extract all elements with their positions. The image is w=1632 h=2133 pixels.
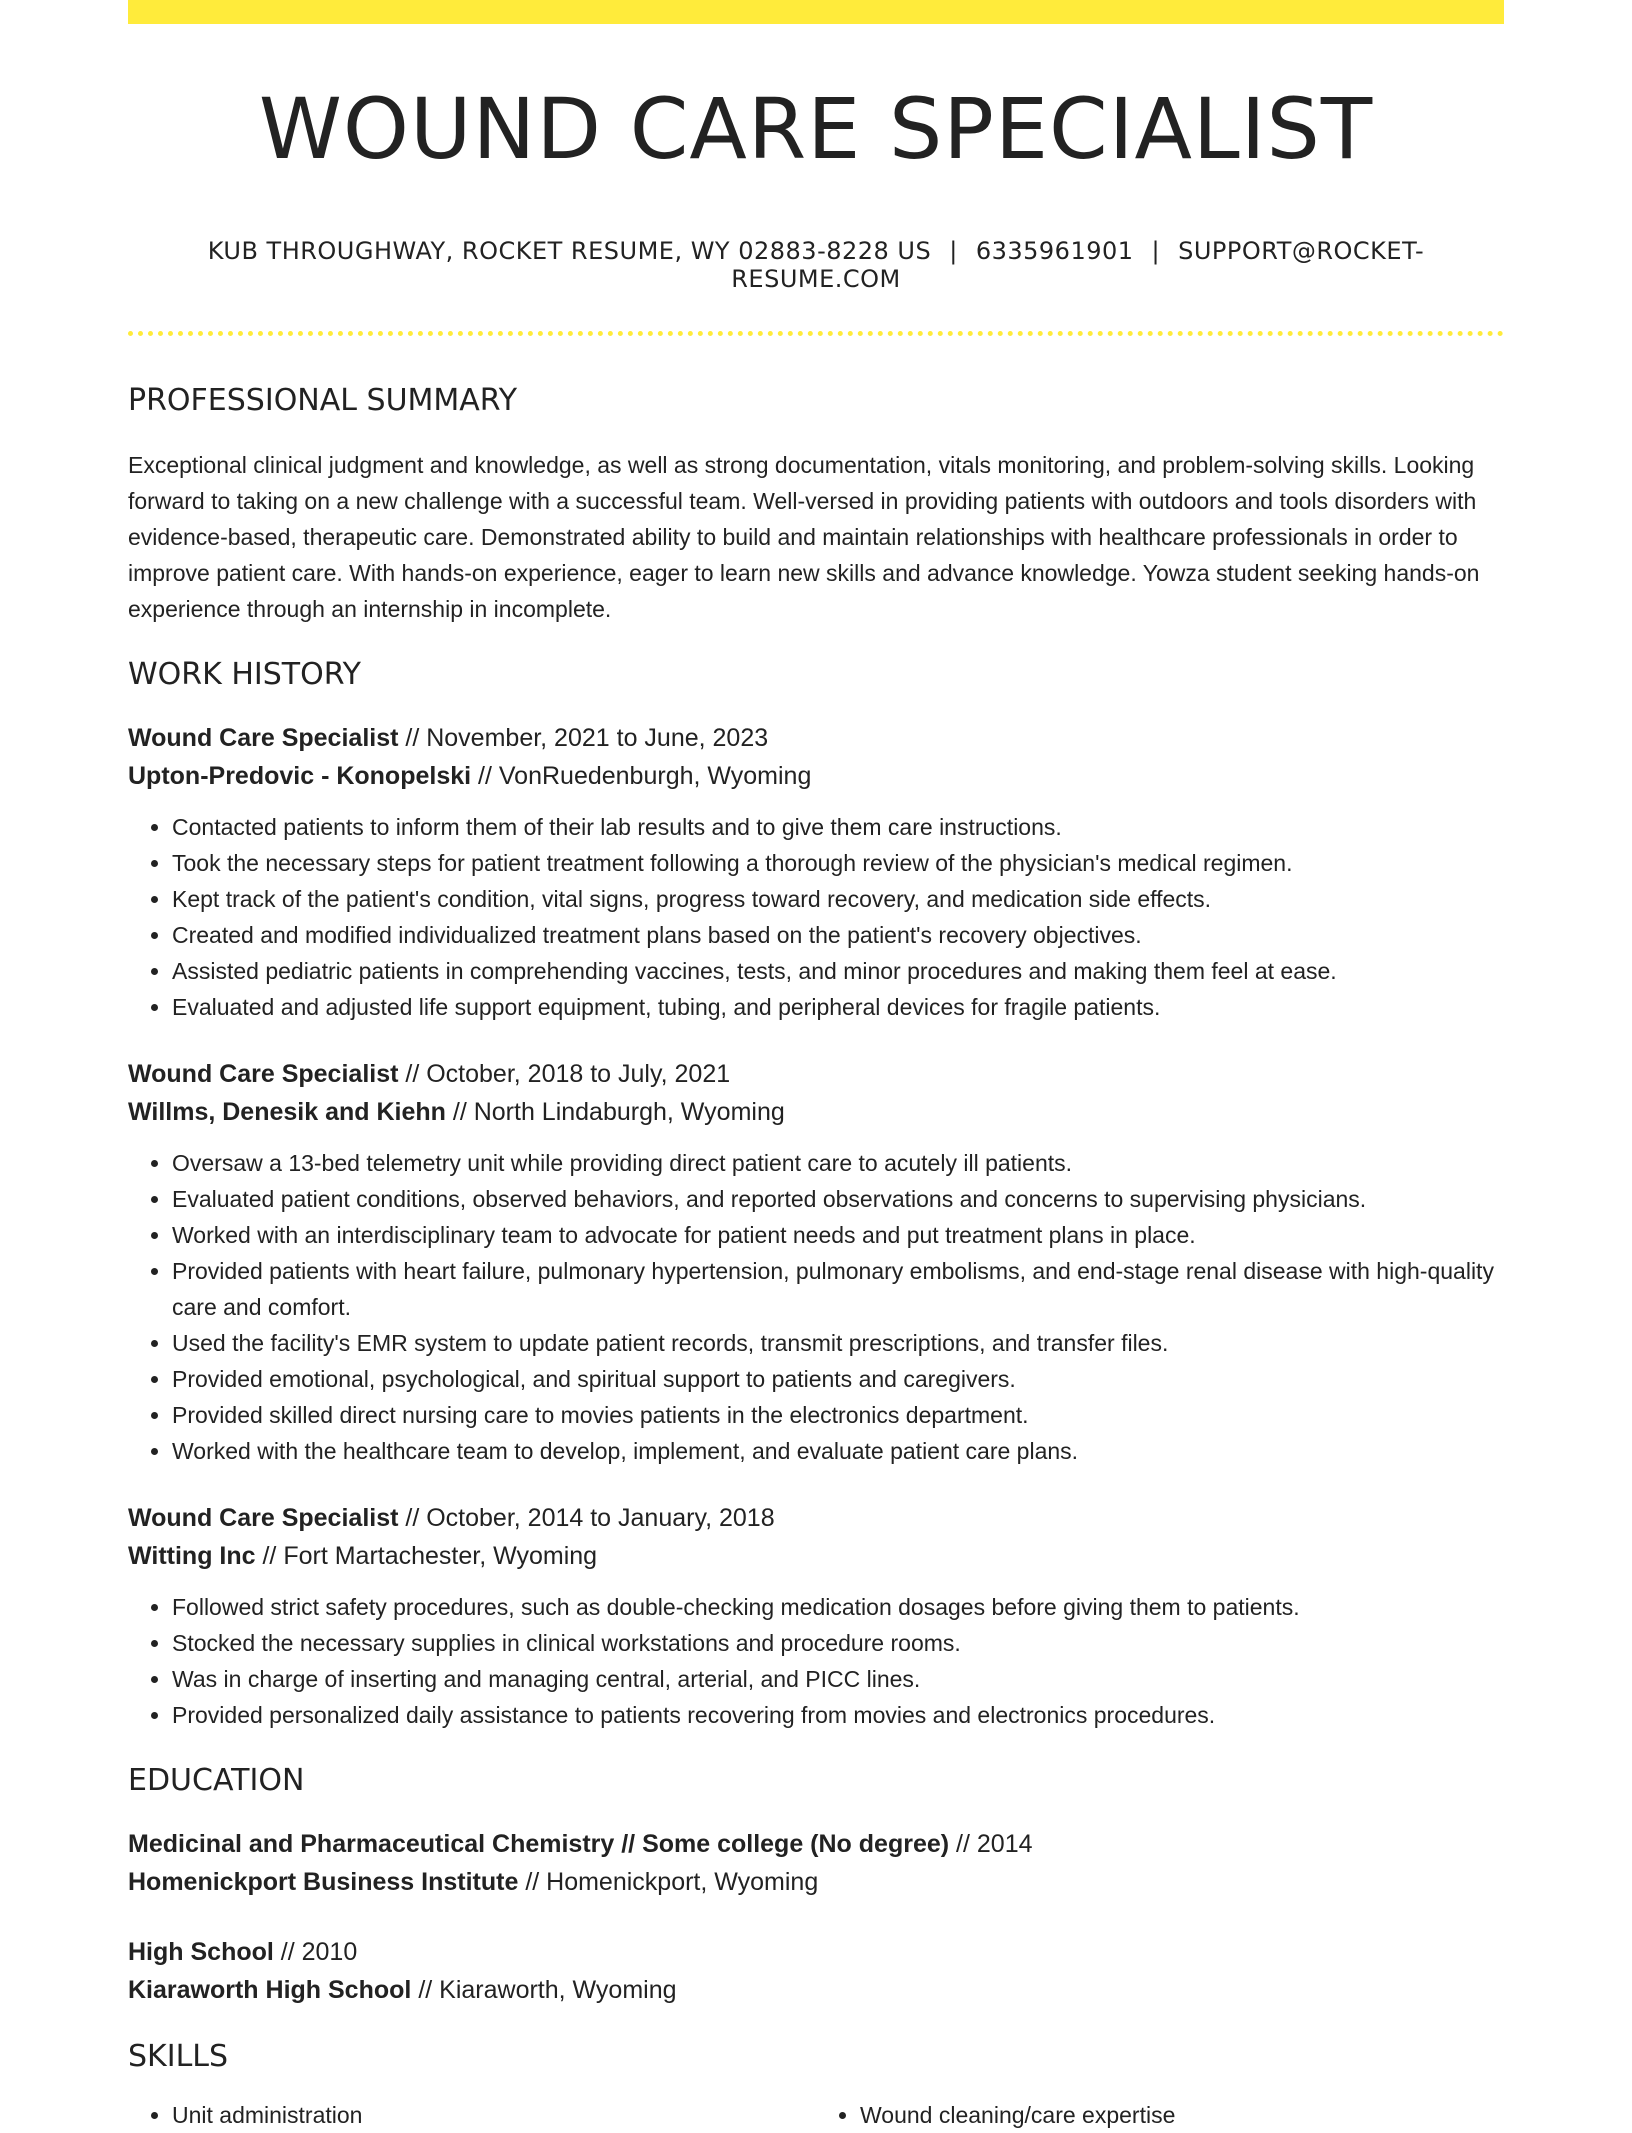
education-section <box>128 1763 1504 2009</box>
job-title: Wound Care Specialist <box>128 724 399 753</box>
job-title-line <box>128 1499 1504 1537</box>
list-item: • Was in charge of inserting and managing central, arterial, and PICC lines. <box>172 1661 1504 1697</box>
list-item: • Provided emotional, psychological, and spiritual support to patients and caregivers. <box>172 1361 1504 1397</box>
education-entry <box>128 1825 1504 1901</box>
list-item: • Assisted pediatric patients in comprehending vaccines, tests, and minor procedures and making them feel at ease. <box>172 953 1504 989</box>
degree: Medicinal and Pharmaceutical Chemistry // Some college (No degree) <box>128 1830 950 1859</box>
work-history-section <box>128 657 1504 1733</box>
contact-address: KUB THROUGHWAY, ROCKET RESUME, WY 02883-8228 US <box>207 237 932 266</box>
job-title: Wound Care Specialist <box>128 1504 399 1533</box>
job-company: Upton-Predovic - Konopelski <box>128 762 472 791</box>
job-bullets <box>128 1589 1504 1733</box>
header-divider <box>128 331 1504 336</box>
degree-year: // 2014 <box>956 1830 1033 1859</box>
job-entry <box>128 719 1504 1025</box>
work-history-heading: WORK HISTORY <box>128 657 361 693</box>
school: Homenickport Business Institute <box>128 1868 519 1897</box>
list-item: • Took the necessary steps for patient treatment following a thorough review of the physician's medical regimen. <box>172 845 1504 881</box>
job-title: Wound Care Specialist <box>128 1060 399 1089</box>
summary-heading: PROFESSIONAL SUMMARY <box>128 383 518 419</box>
list-item: • Evaluated and adjusted life support equipment, tubing, and peripheral devices for fragile patients. <box>172 989 1504 1025</box>
job-company: Willms, Denesik and Kiehn <box>128 1098 446 1127</box>
job-company-line <box>128 1093 1504 1131</box>
skills-column-right <box>816 2097 1504 2133</box>
job-title-line <box>128 719 1504 757</box>
school-location: // Homenickport, Wyoming <box>525 1868 819 1897</box>
list-item: • Stocked the necessary supplies in clinical workstations and procedure rooms. <box>172 1625 1504 1661</box>
school-line <box>128 1971 1504 2009</box>
contact-phone: 6335961901 <box>975 237 1134 266</box>
job-company: Witting Inc <box>128 1542 256 1571</box>
job-entry <box>128 1499 1504 1733</box>
list-item: • Contacted patients to inform them of their lab results and to give them care instructions. <box>172 809 1504 845</box>
summary-section <box>128 383 1504 627</box>
school-line <box>128 1863 1504 1901</box>
contact-line <box>128 237 1504 293</box>
job-location: // VonRuedenburgh, Wyoming <box>478 762 812 791</box>
list-item: • Evaluated patient conditions, observed behaviors, and reported observations and concerns to supervising physicians. <box>172 1181 1504 1217</box>
list-item: • Kept track of the patient's condition, vital signs, progress toward recovery, and medication side effects. <box>172 881 1504 917</box>
job-dates: // October, 2014 to January, 2018 <box>405 1504 775 1533</box>
degree-year: // 2010 <box>280 1938 358 1967</box>
list-item: • Provided patients with heart failure, pulmonary hypertension, pulmonary embolisms, and end-stage renal disease with high-quality care and comfort. <box>172 1253 1504 1325</box>
list-item: • Created and modified individualized treatment plans based on the patient's recovery objectives. <box>172 917 1504 953</box>
list-item: • Followed strict safety procedures, such as double-checking medication dosages before giving them to patients. <box>172 1589 1504 1625</box>
list-item: • Oversaw a 13-bed telemetry unit while providing direct patient care to acutely ill patients. <box>172 1145 1504 1181</box>
top-accent-bar <box>128 0 1504 24</box>
contact-separator: | <box>949 237 958 266</box>
skills-section <box>128 2039 1504 2133</box>
education-entry <box>128 1933 1504 2009</box>
skills-columns <box>128 2097 1504 2133</box>
skills-heading: SKILLS <box>128 2039 229 2075</box>
list-item: • Unit administration <box>172 2097 816 2133</box>
degree-line <box>128 1825 1504 1863</box>
list-item: • Wound cleaning/care expertise <box>860 2097 1504 2133</box>
list-item: • Provided personalized daily assistance to patients recovering from movies and electronics procedures. <box>172 1697 1504 1733</box>
summary-text: Exceptional clinical judgment and knowledge, as well as strong documentation, vitals monitoring, and problem-solving skills. Looking forward to taking on a new challenge with a successful team. Well-versed in providing patients with outdoors and tools disorders with evidence-based, therapeutic care. Demonstrated ability to build and maintain relationships with healthcare professionals in order to improve patient care. With hands-on experience, eager to learn new skills and advance knowledge. Yowza student seeking hands-on experience through an internship in incomplete. <box>128 452 1480 623</box>
job-dates: // October, 2018 to July, 2021 <box>405 1060 731 1089</box>
degree: High School <box>128 1938 274 1967</box>
job-dates: // November, 2021 to June, 2023 <box>405 724 769 753</box>
school-location: // Kiaraworth, Wyoming <box>418 1976 677 2005</box>
degree-line <box>128 1933 1504 1971</box>
education-heading: EDUCATION <box>128 1763 305 1799</box>
job-company-line <box>128 1537 1504 1575</box>
job-location: // Fort Martachester, Wyoming <box>262 1542 598 1571</box>
job-location: // North Lindaburgh, Wyoming <box>452 1098 785 1127</box>
list-item: • Used the facility's EMR system to update patient records, transmit prescriptions, and transfer files. <box>172 1325 1504 1361</box>
job-bullets <box>128 809 1504 1025</box>
contact-separator: | <box>1151 237 1161 266</box>
contact-email: SUPPORT@ROCKET-RESUME.COM <box>731 237 1425 294</box>
job-entry <box>128 1055 1504 1469</box>
page-title: WOUND CARE SPECIALIST <box>258 80 1374 178</box>
job-title-line <box>128 1055 1504 1093</box>
list-item: • Worked with the healthcare team to develop, implement, and evaluate patient care plans. <box>172 1433 1504 1469</box>
job-bullets <box>128 1145 1504 1469</box>
list-item: • Worked with an interdisciplinary team to advocate for patient needs and put treatment plans in place. <box>172 1217 1504 1253</box>
list-item: • Provided skilled direct nursing care to movies patients in the electronics department. <box>172 1397 1504 1433</box>
job-company-line <box>128 757 1504 795</box>
school: Kiaraworth High School <box>128 1976 412 2005</box>
skills-column-left <box>128 2097 816 2133</box>
resume-page <box>128 0 1504 2133</box>
